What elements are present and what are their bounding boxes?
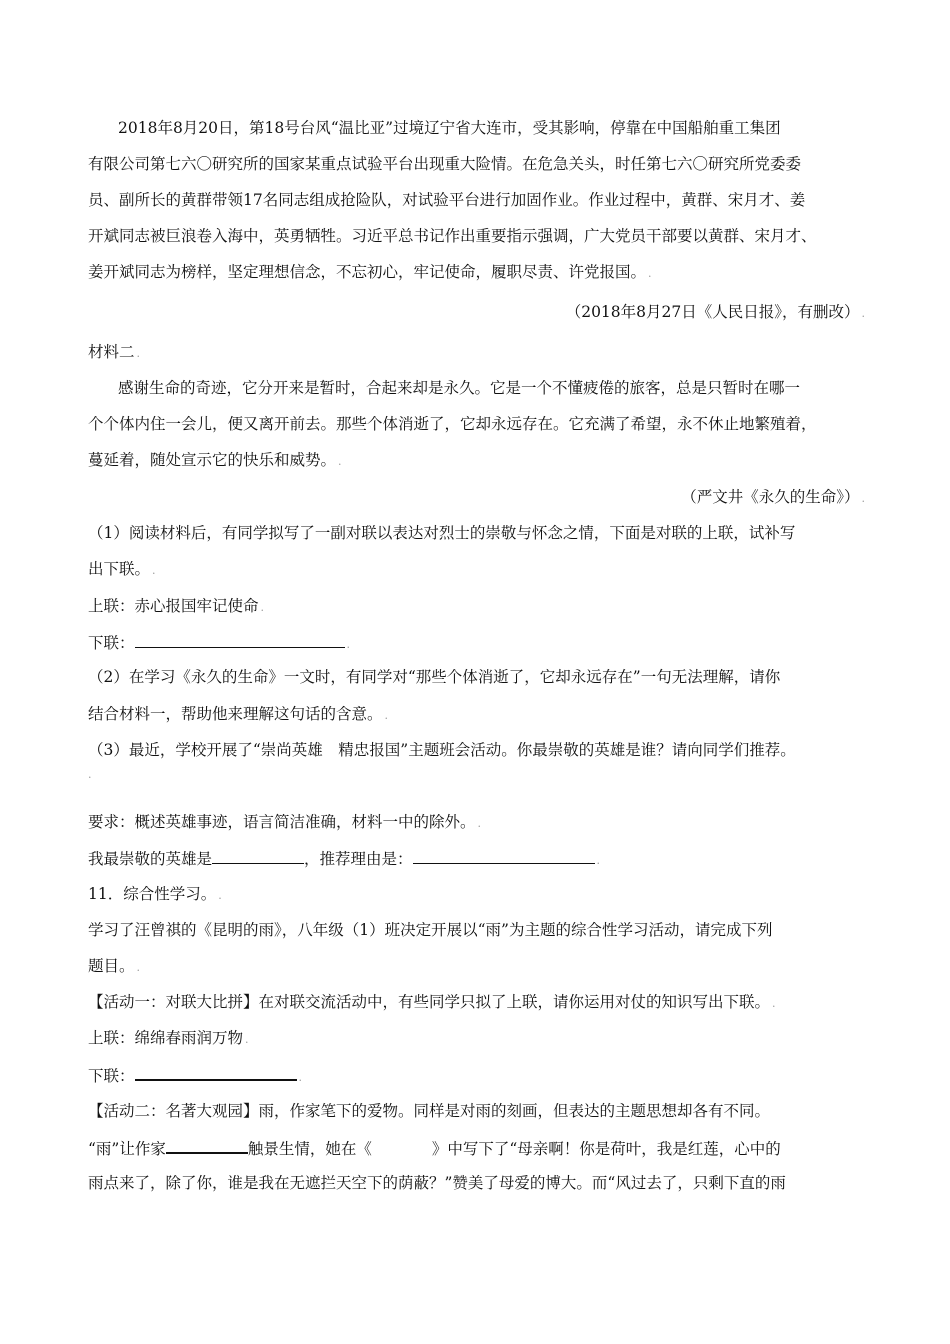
material1-line-3: 员、副所长的黄群带领17名同志组成抢险队，对试验平台进行加固作业。作业过程中，黄群、宋月才、姜 xyxy=(88,191,806,209)
reason-blank[interactable] xyxy=(413,848,595,864)
q11-intro-1: 学习了汪曾祺的《昆明的雨》，八年级（1）班决定开展以“雨”为主题的综合性学习活动，请完成下列 xyxy=(88,921,773,939)
q11-upper-couplet: 上联：绵绵春雨润万物 . xyxy=(88,1029,249,1047)
material2-line-3: 蔓延着，随处宣示它的快乐和威势。 . xyxy=(88,451,342,469)
q1-line-1: （1）阅读材料后，有同学拟写了一副对联以表达对烈士的崇敬与怀念之情，下面是对联的上联，试补写 xyxy=(88,524,796,542)
material2-line-2: 个个体内住一会儿，便又离开前去。那些个体消逝了，它却永远存在。它充满了希望，永不休止地繁殖着， xyxy=(88,415,817,433)
material2-source: （严文井《永久的生命》） . xyxy=(681,488,865,506)
q1-lower-blank[interactable] xyxy=(135,632,345,648)
activity1-text: 【活动一：对联大比拼】在对联交流活动中，有些同学只拟了上联，请你运用对仗的知识写出下联。 . xyxy=(88,993,776,1011)
hero-name-blank[interactable] xyxy=(212,848,304,864)
q1-lower-couplet: 下联： . xyxy=(88,634,351,652)
material2-heading: 材料二 . xyxy=(88,343,141,361)
q11-title: 11．综合性学习。 . xyxy=(88,885,222,903)
q11-lower-blank[interactable] xyxy=(135,1064,297,1081)
material1-source: （2018年8月27日《人民日报》，有删改） . xyxy=(565,303,865,321)
author-blank[interactable] xyxy=(166,1137,248,1154)
activity2-line-1: “雨”让作家 触景生情，她在《 》中写下了“母亲啊！你是荷叶，我是红莲，心中的 xyxy=(88,1137,781,1159)
q11-lower-couplet: 下联： . xyxy=(88,1064,302,1088)
material1-line-2: 有限公司第七六〇研究所的国家某重点试验平台出现重大险情。在危急关头，时任第七六〇研究所党委委 xyxy=(88,155,802,173)
q1-line-2: 出下联。 . xyxy=(88,560,156,578)
q2-line-1: （2）在学习《永久的生命》一文时，有同学对“那些个体消逝了，它却永远存在”一句无法理解，请你 xyxy=(88,668,781,686)
q2-line-2: 结合材料一，帮助他来理解这句话的含意。 . xyxy=(88,705,389,723)
q3-answer: 我最崇敬的英雄是 ，推荐理由是： . xyxy=(88,850,601,868)
q11-intro-2: 题目。 . xyxy=(88,957,141,975)
material1-line-4: 开斌同志被巨浪卷入海中，英勇牺牲。习近平总书记作出重要指示强调，广大党员干部要以黄群、宋月才、 xyxy=(88,227,817,245)
q1-upper-couplet: 上联：赤心报国牢记使命 . xyxy=(88,597,265,615)
material1-line-5: 姜开斌同志为榜样，坚定理想信念，不忘初心，牢记使命，履职尽责、许党报国。 . xyxy=(88,263,652,281)
q3-line: （3）最近，学校开展了“崇尚英雄 精忠报国”主题班会活动。你最崇敬的英雄是谁？请向同学们推荐。 xyxy=(88,741,796,759)
activity2-text: 【活动二：名著大观园】雨，作家笔下的爱物。同样是对雨的刻画，但表达的主题思想却各有不同。 xyxy=(88,1102,771,1120)
material1-line-1: 2018年8月20日，第18号台风“温比亚”过境辽宁省大连市，受其影响，停靠在中国船舶重工集团 xyxy=(118,119,781,137)
q3-mark: . xyxy=(88,768,92,781)
q3-requirement: 要求：概述英雄事迹，语言简洁准确，材料一中的除外。 . xyxy=(88,813,482,831)
activity2-line-2: 雨点来了，除了你，谁是我在无遮拦天空下的荫蔽？”赞美了母爱的博大。而“风过去了，只剩下直的雨 xyxy=(88,1174,786,1192)
material2-line-1: 感谢生命的奇迹，它分开来是暂时，合起来却是永久。它是一个不懂疲倦的旅客，总是只暂时在哪一 xyxy=(118,379,801,397)
